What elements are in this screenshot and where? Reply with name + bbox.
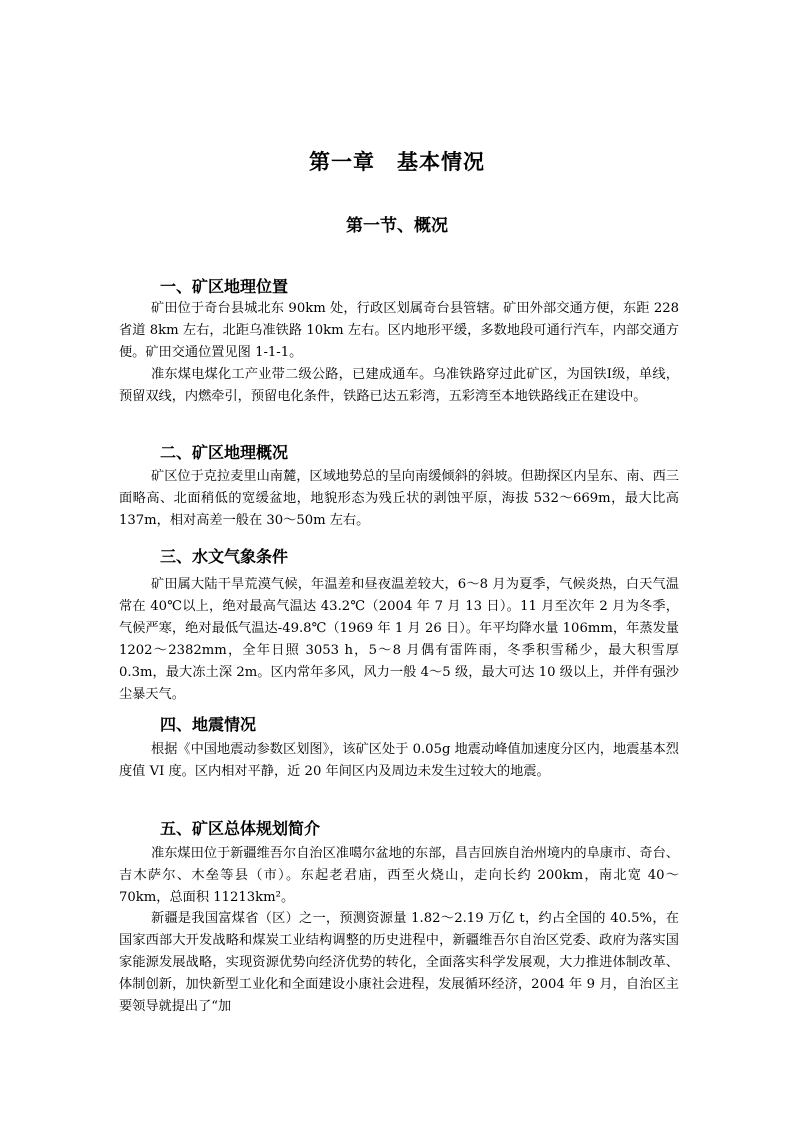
heading-earthquake: 四、地震情况 <box>160 715 257 734</box>
paragraph-geography: 矿区位于克拉麦里山南麓，区域地势总的呈向南缓倾斜的斜坡。但勘探区内呈东、南、西三面略高、北面稍低的宽缓盆地，地貌形态为残丘状的剥蚀平原，海拔 532～669m，最大比高 137m，相对高差一般在 30～50m 左右。 <box>119 469 679 529</box>
heading-planning: 五、矿区总体规划简介 <box>160 819 321 838</box>
paragraph-coalfield: 准东煤田位于新疆维吾尔自治区准噶尔盆地的东部，昌吉回族自治州境内的阜康市、奇台、吉木萨尔、木垒等县（市）。东起老君庙，西至火烧山，走向长约 200km，南北宽 40～70km，总面积 11213km²。 <box>119 846 679 906</box>
chapter-title: 第一章 基本情况 <box>309 150 485 174</box>
heading-location: 一、矿区地理位置 <box>160 277 289 296</box>
paragraph-railway: 准东煤电煤化工产业带二级公路，已建成通车。乌准铁路穿过此矿区，为国铁Ⅰ级，单线，预留双线，内燃牵引，预留电化条件，铁路已达五彩湾，五彩湾至本地铁路线正在建设中。 <box>119 367 679 405</box>
heading-climate: 三、水文气象条件 <box>160 547 289 566</box>
paragraph-location: 矿田位于奇台县城北东 90km 处，行政区划属奇台县管辖。矿田外部交通方便，东距 228 省道 8km 左右，北距乌准铁路 10km 左右。区内地形平缓，多数地段可通行汽车，内部交通方便。矿田交通位置见图 1-1-1。 <box>119 301 679 361</box>
paragraph-earthquake: 根据《中国地震动参数区划图》，该矿区处于 0.05g 地震动峰值加速度分区内，地震基本烈度值 VI 度。区内相对平静，近 20 年间区内及周边未发生过较大的地震。 <box>119 742 679 780</box>
paragraph-climate: 矿田属大陆干旱荒漠气候，年温差和昼夜温差较大，6～8 月为夏季，气候炎热，白天气温常在 40℃以上，绝对最高气温达 43.2℃（2004 年 7 月 13 日）。11 月至次年 2 月为冬季，气候严寒，绝对最低气温达-49.8℃（1969 年 1 月 26 日）。年平均降水量 106mm，年蒸发量 1202～2382mm，全年日照 3053 h，5～8 月偶有雷阵雨，冬季积雪稀少，最大积雪厚 0.3m，最大冻土深 2m。区内常年多风，风力一般 4～5 级，最大可达 10 级以上，并伴有强沙尘暴天气。 <box>119 577 679 703</box>
paragraph-xinjiang: 新疆是我国富煤省（区）之一，预测资源量 1.82～2.19 万亿 t，约占全国的 40.5%，在国家西部大开发战略和煤炭工业结构调整的历史进程中，新疆维吾尔自治区党委、政府为落实国家能源发展战略，实现资源优势向经济优势的转化，全面落实科学发展观，大力推进体制改革、体制创新，加快新型工业化和全面建设小康社会进程，发展循环经济，2004 年 9 月，自治区主要领导就提出了“加 <box>119 911 679 1015</box>
section-title: 第一节、概况 <box>346 216 448 236</box>
heading-geography: 二、矿区地理概况 <box>160 443 289 462</box>
